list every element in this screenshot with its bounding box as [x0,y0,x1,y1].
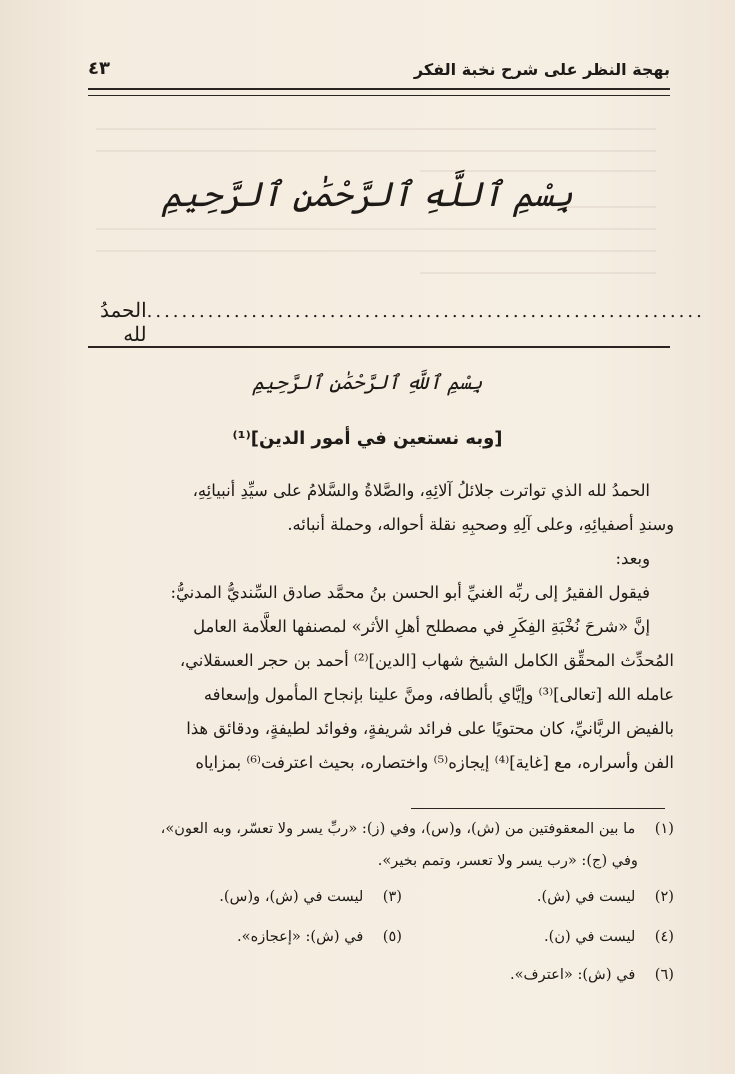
bleed-through-line [96,150,656,152]
text-line: المُحدِّث المحقِّق الكامل الشيخ شهاب [الدين]⁽²⁾ أحمد بن حجر العسقلاني، [179,651,674,670]
footnote-text: ما بين المعقوفتين من (ش)، و(س)، وفي (ز): «ربِّ يسر ولا تعسّر، وبه العون»، [160,820,636,837]
footnote-5 [130,928,402,945]
text-line: الفن وأسراره، مع [غاية]⁽⁴⁾ إيجازه⁽⁵⁾ واختصاره، بحيث اعترفت⁽⁶⁾ بمزاياه [195,753,674,772]
text-line: الحمدُ لله الذي تواترت جلائلُ آلائِهِ، والصَّلاةُ والسَّلامُ على سيِّدِ أنبيائِهِ، [192,481,650,500]
basmala-small: بِسْمِ ٱللَّهِ ٱلرَّحْمَٰنِ ٱلرَّحِيمِ [252,370,483,394]
page-number: ٤٣ [88,58,110,79]
footnote-rule [411,808,665,809]
footnote-number: (٢) [654,888,674,905]
text-line: وسندِ أصفيائِهِ، وعلى آلِهِ وصحبِهِ نقلة أحواله، وحملة أنبائه. [287,515,674,534]
text-line: عامله الله [تعالى]⁽³⁾ وإيَّاي بألطافه، ومنَّ علينا بإنجاح المأمول وإسعافه [203,685,674,704]
footnote-row [76,888,674,905]
section-heading: [وبه نستعين في أمور الدين]⁽¹⁾ [232,428,503,449]
footnote-1-continued: وفي (ج): «رب يسر ولا تعسر، وتمم بخير». [377,852,638,869]
praise-text: الحمدُ لله [100,298,147,346]
page-header [88,56,670,90]
footnote-text: ليست في (ن). [543,928,636,945]
footnote-text: في (ش): «اعترف». [509,966,636,983]
footnote-text: ليست في (ش)، و(س). [219,888,364,905]
text-line: فيقول الفقيرُ إلى ربِّه الغنيِّ أبو الحسن بنُ محمَّد صادق السِّنديُّ المدنيُّ: [170,583,650,602]
bleed-through-line [96,250,656,252]
footnote-row [76,928,674,945]
bleed-through-line [96,228,656,230]
footnote-number: (١) [654,820,674,837]
bleed-through-line [420,272,656,274]
bleed-through-line [420,170,656,172]
footnote-1 [76,820,674,837]
running-title: بهجة النظر على شرح نخبة الفكر [413,60,670,79]
footnote-4 [402,928,674,945]
basmala-large: بِسْمِ ٱللَّهِ ٱلرَّحْمَٰنِ ٱلرَّحِيمِ [162,175,573,215]
header-rule [88,88,670,96]
text-line: وبعد: [615,549,650,568]
footnote-6 [76,966,674,983]
footnote-text: في (ش): «إعجازه». [237,928,364,945]
praise-dots: ................................................................ [146,301,705,322]
footnote-2 [402,888,674,905]
text-line: إنَّ «شرحَ نُخْبَةِ الفِكَرِ في مصطلح أهلِ الأثر» لمصنفها العلَّامة العامل [193,617,650,636]
footnote-text: ليست في (ش). [536,888,636,905]
footnote-number: (٥) [382,928,402,945]
section-rule [88,346,670,348]
main-text [76,474,674,780]
footnote-number: (٣) [382,888,402,905]
footnote-3 [130,888,402,905]
footnote-number: (٤) [654,928,674,945]
text-line: بالفيض الربَّانيِّ، كان محتويًا على فرائد شريفةٍ، وفوائد لطيفةٍ، ودقائق هذا [186,719,674,738]
praise-line [88,298,705,346]
bleed-through-line [96,128,656,130]
footnote-number: (٦) [654,966,674,983]
